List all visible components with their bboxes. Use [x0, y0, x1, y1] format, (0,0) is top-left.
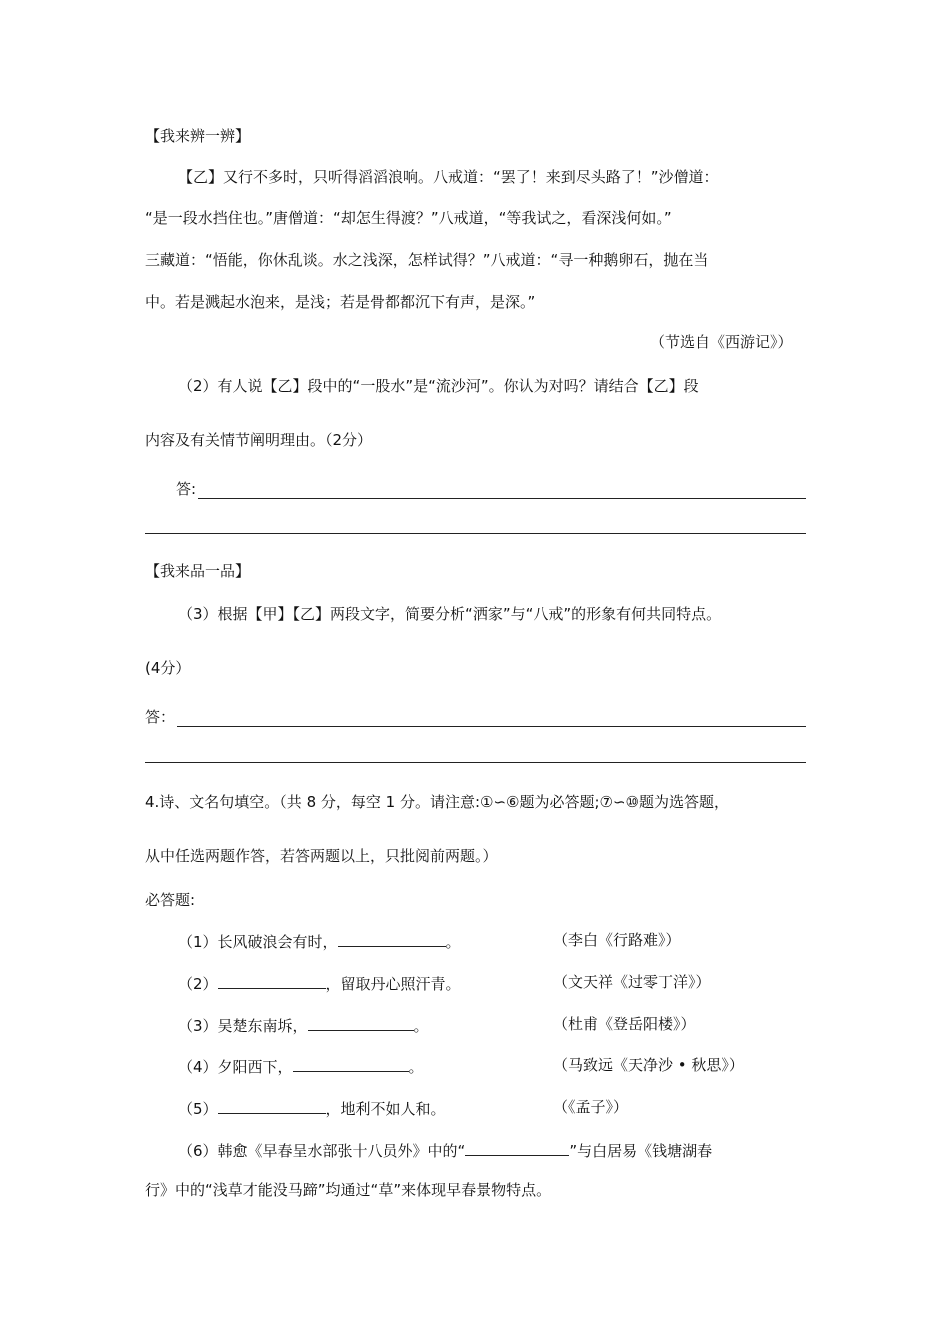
fill-item-3: [178, 1014, 429, 1036]
fill-item-1-source: （李白《行路难》）: [553, 931, 681, 949]
fill-item-5-pre: （5）: [178, 1100, 218, 1118]
section-heading-bian: 【我来辨一辨】: [145, 127, 251, 145]
fill-item-5-post: ，地利不如人和。: [325, 1100, 446, 1118]
question-4-line-1: 4.诗、文名句填空。（共 8 分，每空 1 分。请注意:①∽⑥题为必答题;⑦∽⑩题为选答题，: [145, 793, 730, 811]
fill-item-4: [178, 1055, 424, 1077]
fill-item-6-line-2: 行》中的“浅草才能没马蹄”均通过“草”来体现早春景物特点。: [145, 1181, 552, 1199]
fill-item-3-pre: （3）吴楚东南坼，: [178, 1017, 308, 1035]
answer-label-q2: 答:: [176, 480, 197, 498]
fill-item-1-pre: （1）长风破浪会有时，: [178, 933, 338, 951]
fill-item-3-post: 。: [413, 1017, 429, 1035]
answer-label-q3: 答：: [145, 708, 176, 726]
required-label: 必答题:: [145, 891, 196, 909]
question-2-line-1: （2）有人说【乙】段中的“一股水”是“流沙河”。你认为对吗？请结合【乙】段: [178, 377, 699, 395]
answer-row-q3: [145, 706, 806, 727]
passage-source: （节选自《西游记》）: [650, 333, 793, 351]
fill-blank-3[interactable]: [308, 1014, 414, 1031]
fill-item-2-pre: （2）: [178, 975, 218, 993]
answer-row-q2: [176, 478, 806, 499]
fill-item-6-pre: （6）韩愈《早春呈水部张十八员外》中的“: [178, 1142, 466, 1160]
fill-item-2-post: ，留取丹心照汗青。: [325, 975, 461, 993]
fill-item-2: [178, 972, 461, 994]
fill-item-6: [178, 1139, 712, 1161]
passage-line-4: 中。若是溅起水泡来，是浅；若是骨都都沉下有声，是深。”: [145, 293, 536, 311]
fill-item-4-pre: （4）夕阳西下，: [178, 1058, 293, 1076]
answer-line-q3-1[interactable]: [177, 725, 806, 727]
question-3-line-2: (4分）: [145, 659, 191, 677]
question-2-line-2: 内容及有关情节阐明理由。（2分）: [145, 431, 373, 449]
question-4-line-2: 从中任选两题作答，若答两题以上，只批阅前两题。）: [145, 847, 498, 865]
answer-line-q2-1[interactable]: [198, 497, 806, 499]
fill-blank-2[interactable]: [218, 972, 326, 989]
fill-blank-1[interactable]: [338, 930, 446, 947]
fill-item-5-source: （《孟子》）: [553, 1098, 629, 1116]
fill-item-6-post: ”与白居易《钱塘湖春: [569, 1142, 713, 1160]
question-3-line-1: （3）根据【甲】【乙】两段文字，简要分析“洒家”与“八戒”的形象有何共同特点。: [178, 605, 722, 623]
fill-item-4-post: 。: [408, 1058, 424, 1076]
fill-item-1: [178, 930, 461, 952]
section-heading-pin: 【我来品一品】: [145, 562, 251, 580]
fill-blank-5[interactable]: [218, 1097, 326, 1114]
fill-blank-4[interactable]: [293, 1055, 409, 1072]
answer-line-q2-2[interactable]: [145, 533, 806, 534]
fill-blank-6[interactable]: [465, 1139, 569, 1156]
fill-item-5: [178, 1097, 446, 1119]
fill-item-1-post: 。: [445, 933, 461, 951]
passage-line-3: 三藏道：“悟能，你休乱谈。水之浅深，怎样试得？”八戒道：“寻一种鹅卵石，抛在当: [145, 251, 709, 269]
passage-line-2: “是一段水挡住也。”唐僧道：“却怎生得渡？”八戒道，“等我试之，看深浅何如。”: [145, 209, 672, 227]
passage-line-1: 【乙】又行不多时，只听得滔滔浪响。八戒道：“罢了！来到尽头路了！”沙僧道：: [178, 168, 719, 186]
answer-line-q3-2[interactable]: [145, 762, 806, 763]
fill-item-4-source: （马致远《天净沙 • 秋思》）: [553, 1056, 744, 1074]
fill-item-2-source: （文天祥《过零丁洋》）: [553, 973, 711, 991]
fill-item-3-source: （杜甫《登岳阳楼》）: [553, 1015, 696, 1033]
